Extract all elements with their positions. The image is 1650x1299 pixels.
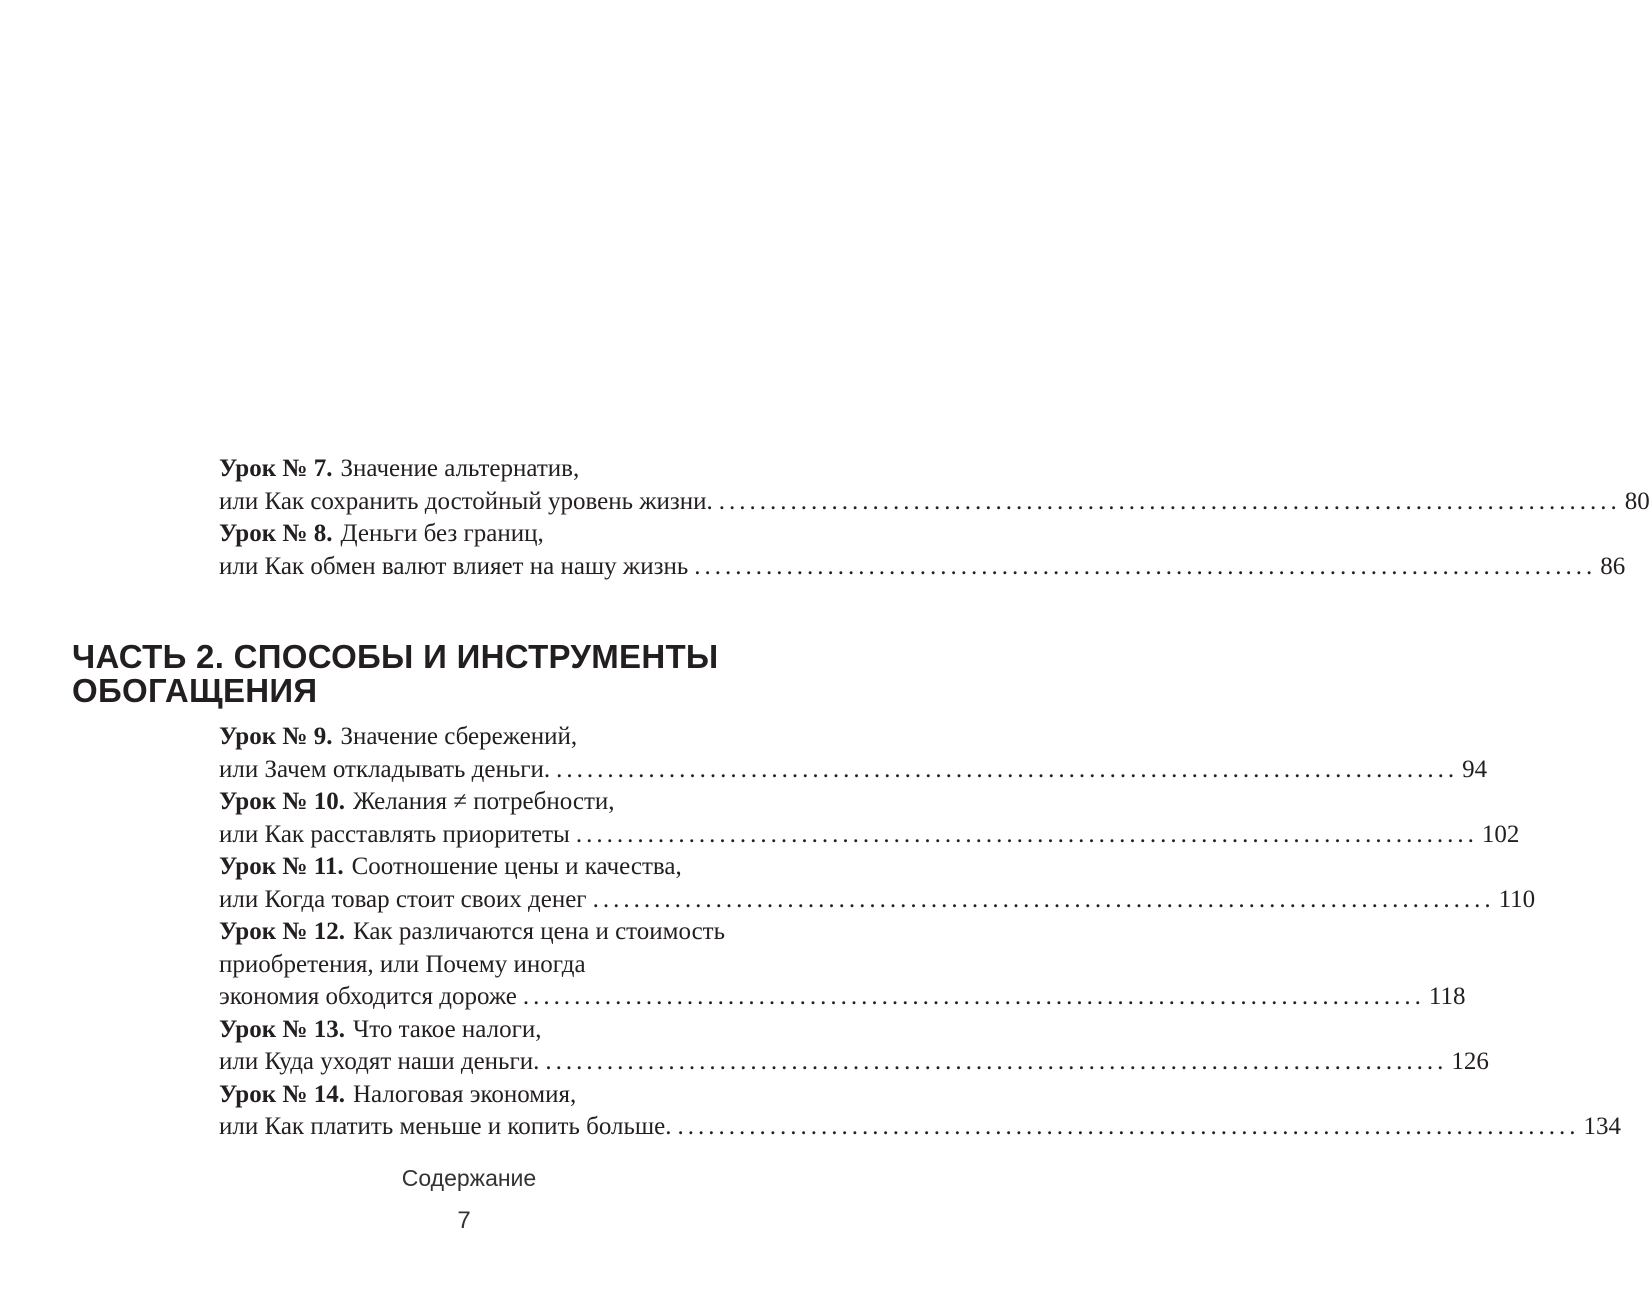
toc-entry-subtitle-line[interactable] (219, 1046, 1489, 1079)
toc-entry-title-line[interactable] (219, 1014, 867, 1047)
part-heading[interactable] (72, 640, 932, 708)
dot-leader: ........................................................................................ (545, 1048, 1448, 1075)
toc-entry-subtitle-line[interactable] (219, 884, 1536, 917)
part-heading-line2: ОБОГАЩЕНИЯ (72, 672, 318, 709)
lesson-subtitle: или Как обмен валют влияет на нашу жизнь (219, 552, 689, 580)
lesson-title: Желания ≠ потребности, (352, 788, 615, 815)
page-number: 126 (1451, 1048, 1489, 1075)
toc-entry-title-line[interactable] (219, 786, 867, 819)
lesson-title: Деньги без границ, (340, 520, 544, 547)
toc-entry-title-line[interactable] (219, 851, 867, 884)
lesson-title-continued: приобретения, или Почему иногда (219, 950, 586, 978)
toc-entry-subtitle-line[interactable] (219, 754, 1488, 787)
lesson-title: Значение сбережений, (340, 723, 578, 750)
dot-leader: ........................................................................................ (677, 1113, 1580, 1140)
lesson-title: Соотношение цены и качества, (351, 853, 682, 880)
lesson-number: Урок № 8. (219, 520, 333, 547)
dot-leader: ........................................................................................ (694, 552, 1597, 580)
lesson-number: Урок № 7. (219, 455, 333, 482)
lesson-number: Урок № 11. (219, 853, 344, 880)
lesson-number: Урок № 14. (219, 1080, 345, 1108)
page-number: 102 (1481, 820, 1520, 848)
folio-page-number: 7 (457, 1207, 471, 1234)
page-number: 86 (1600, 552, 1626, 580)
toc-entry-title-line[interactable] (219, 518, 867, 551)
lesson-subtitle: или Куда уходят наши деньги. (219, 1048, 540, 1075)
toc-entry-title-line[interactable] (219, 916, 867, 949)
lesson-subtitle: или Когда товар стоит своих денег (219, 885, 587, 913)
toc-entry-subtitle-line[interactable] (219, 551, 1626, 584)
page-number: 80 (1624, 487, 1650, 515)
toc-entry-subtitle-line[interactable] (219, 981, 1466, 1014)
lesson-title: Налоговая экономия, (352, 1080, 577, 1108)
lesson-subtitle: или Зачем откладывать деньги. (219, 755, 551, 783)
toc-part2 (219, 721, 1622, 1144)
page-number: 110 (1498, 885, 1536, 913)
toc-entry-subtitle-line[interactable] (219, 1111, 1622, 1144)
dot-leader: ........................................................................................ (556, 755, 1459, 783)
dot-leader: ........................................................................................ (522, 983, 1425, 1010)
toc-entry-subtitle-line[interactable] (219, 486, 1650, 519)
dot-leader: ........................................................................................ (575, 820, 1478, 848)
toc-entry-title-continuation[interactable] (219, 949, 867, 982)
lesson-number: Урок № 9. (219, 723, 333, 750)
page-number: 118 (1428, 983, 1466, 1010)
running-title: Содержание (401, 1165, 537, 1191)
toc-part1-tail (219, 453, 1650, 583)
page-number: 134 (1583, 1113, 1622, 1140)
lesson-title: Значение альтернатив, (340, 455, 580, 482)
toc-entry-subtitle-line[interactable] (219, 819, 1520, 852)
lesson-title: Что такое налоги, (352, 1015, 542, 1043)
toc-entry-title-line[interactable] (219, 1079, 867, 1112)
lesson-subtitle: или Как платить меньше и копить больше. (219, 1113, 672, 1140)
dot-leader: ........................................................................................ (592, 885, 1495, 913)
toc-entry-title-line[interactable] (219, 721, 867, 754)
lesson-subtitle: или Как расставлять приоритеты (219, 820, 570, 848)
part-heading-line1: ЧАСТЬ 2. СПОСОБЫ И ИНСТРУМЕНТЫ (72, 638, 719, 675)
lesson-number: Урок № 12. (219, 918, 345, 945)
lesson-number: Урок № 10. (219, 788, 345, 815)
toc-entry-title-line[interactable] (219, 453, 867, 486)
lesson-subtitle: экономия обходится дороже (219, 983, 517, 1010)
page-number: 94 (1462, 755, 1488, 783)
dot-leader: ........................................................................................ (718, 487, 1621, 515)
lesson-subtitle: или Как сохранить достойный уровень жизни. (219, 487, 713, 515)
lesson-number: Урок № 13. (219, 1015, 345, 1043)
lesson-title: Как различаются цена и стоимость (352, 918, 726, 945)
